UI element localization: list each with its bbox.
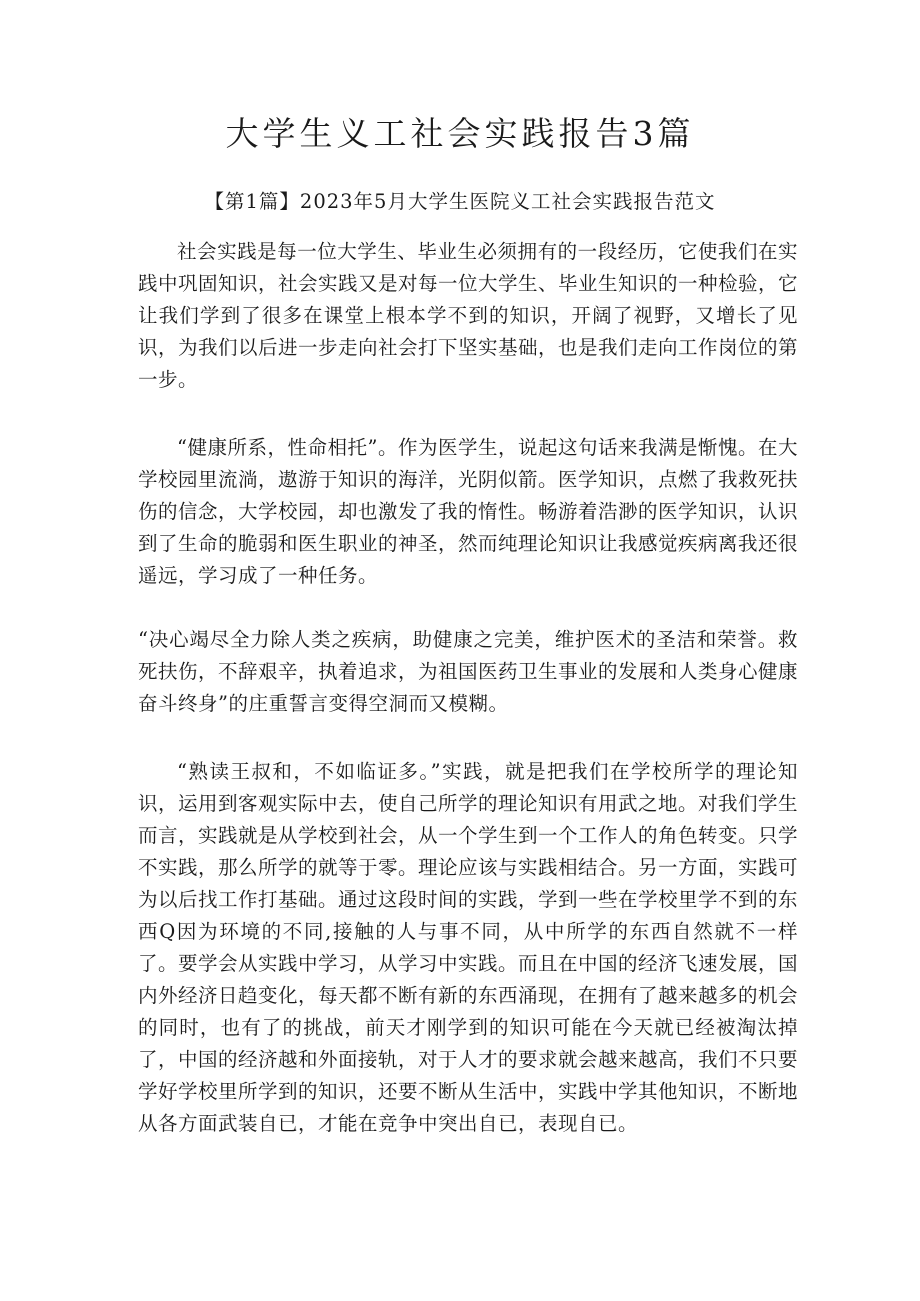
document-title: 大学生义工社会实践报告3篇: [225, 114, 695, 153]
paragraph-4: “熟读王叔和，不如临证多。”实践，就是把我们在学校所学的理论知识，运用到客观实际中去，使自己所学的理论知识有用武之地。对我们学生而言，实践就是从学校到社会，从一个学生到一个工作人的角色转变。只学不实践，那么所学的就等于零。理论应该与实践相结合。另一方面，实践可为以后找工作打基础。通过这段时间的实践，学到一些在学校里学不到的东西Q因为环境的不同,接触的人与事不同，从中所学的东西自然就不一样了。要学会从实践中学习，从学习中实践。而且在中国的经济飞速发展，国内外经济日趋变化，每天都不断有新的东西涌现，在拥有了越来越多的机会的同时，也有了的挑战，前天才刚学到的知识可能在今天就已经被淘汰掉了，中国的经济越和外面接轨，对于人才的要求就会越来越高，我们不只要学好学校里所学到的知识，还要不断从生活中，实践中学其他知识，不断地从各方面武装自已，才能在竞争中突出自已，表现自已。: [138, 760, 799, 1135]
section-heading: 【第1篇】2023年5月大学生医院义工社会实践报告范文: [204, 190, 716, 213]
paragraph-2: “健康所系，性命相托”。作为医学生，说起这句话来我满是惭愧。在大学校园里流淌，遨游于知识的海洋，光阴似箭。医学知识，点燃了我救死扶伤的信念，大学校园，却也激发了我的惰性。畅游着浩渺的医学知识，认识到了生命的脆弱和医生职业的神圣，然而纯理论知识让我感觉疾病离我还很遥远，学习成了一种任务。: [138, 436, 799, 587]
paragraph-1: 社会实践是每一位大学生、毕业生必须拥有的一段经历，它使我们在实践中巩固知识，社会实践又是对每一位大学生、毕业生知识的一种检验，它让我们学到了很多在课堂上根本学不到的知识，开阔了视野，又增长了见识，为我们以后进一步走向社会打下坚实基础，也是我们走向工作岗位的第一步。: [138, 240, 799, 391]
paragraph-3: “决心竭尽全力除人类之疾病，助健康之完美，维护医术的圣洁和荣誉。救死扶伤，不辞艰辛，执着追求，为祖国医药卫生事业的发展和人类身心健康奋斗终身”的庄重誓言变得空洞而又模糊。: [138, 628, 799, 715]
